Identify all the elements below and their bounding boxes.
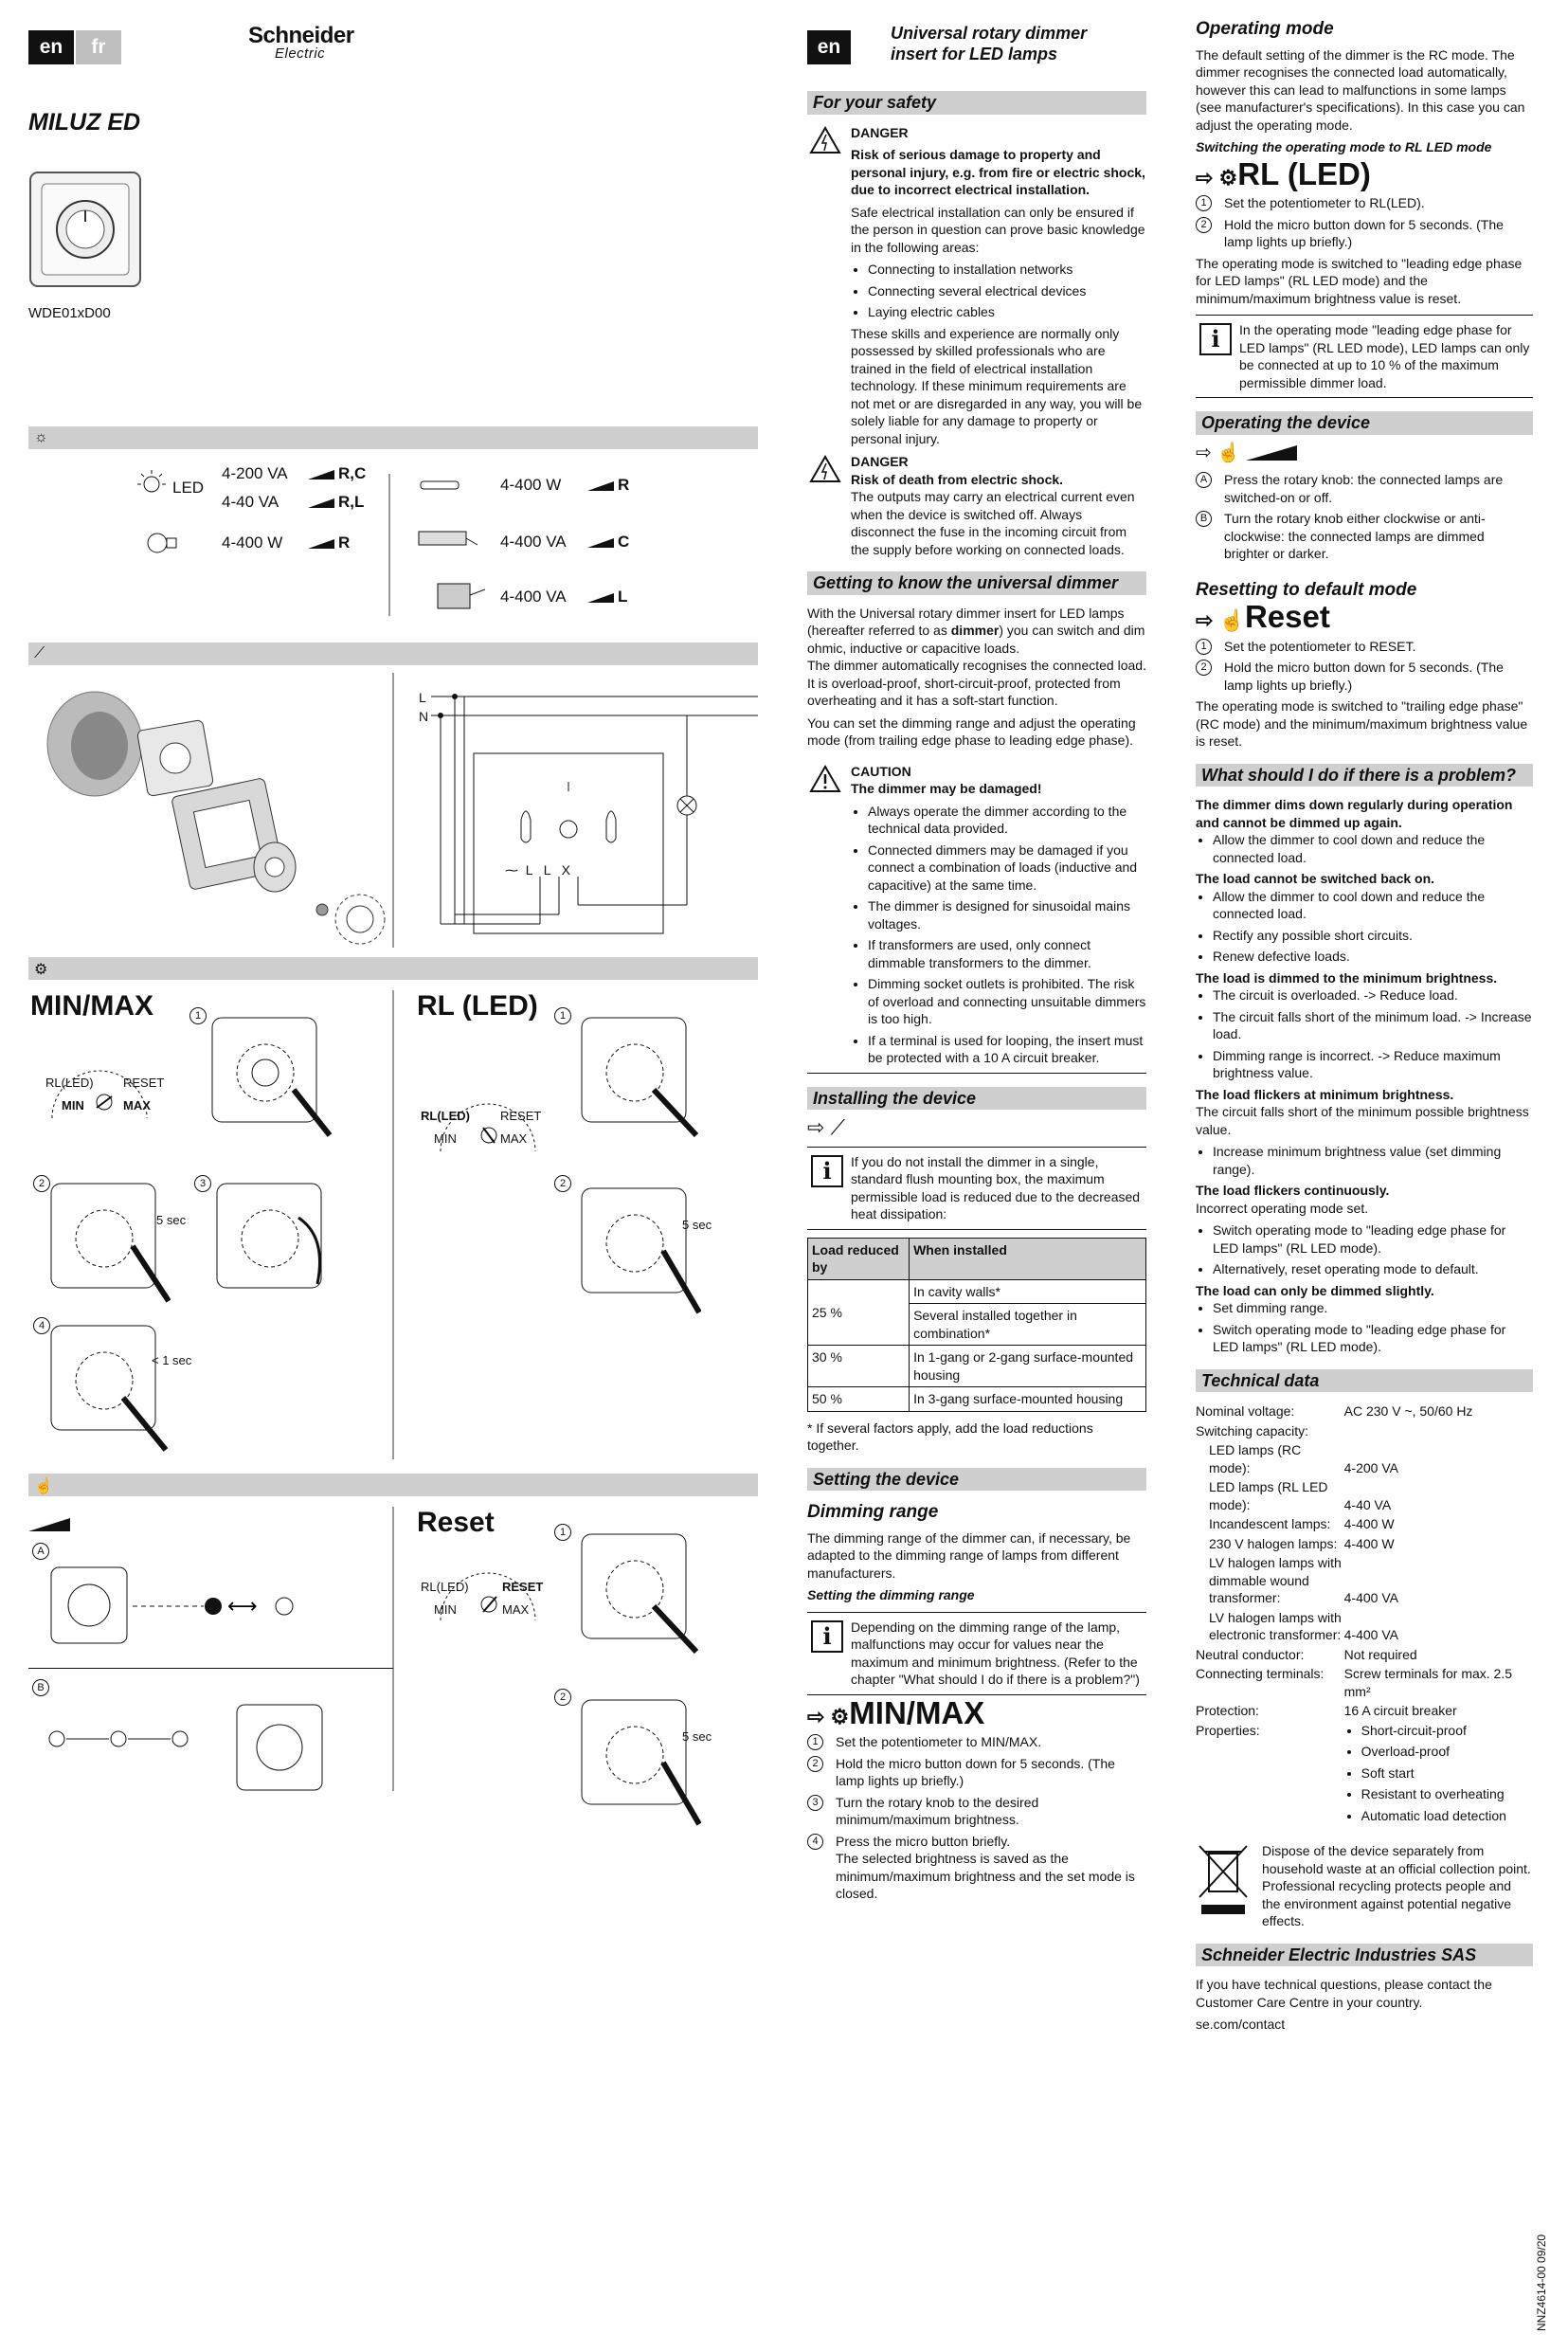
dimming-range-title: Dimming range (807, 1502, 939, 1522)
brand-logo: Schneider Electric (248, 23, 354, 62)
dimmer-product-image (28, 171, 142, 289)
hand-pointer-icon: ☝ (34, 1478, 53, 1494)
lamp-icon: ☼ (34, 429, 48, 445)
device-step1-minmax (208, 1014, 332, 1137)
problem-6-title: The load can only be dimmed slightly. (1196, 1282, 1434, 1298)
table-footnote: * If several factors apply, add the load reductions together. (807, 1420, 1093, 1453)
device-step1-rlled (578, 1014, 701, 1137)
five-sec-label-reset: 5 sec (682, 1729, 712, 1744)
warning-triangle-icon (809, 126, 841, 154)
device-step2-reset (578, 1696, 701, 1829)
led-lamp-icon (133, 470, 171, 503)
info-icon: i (811, 1620, 843, 1653)
problem-5-title: The load flickers continuously. (1196, 1183, 1390, 1198)
settings-section-bar (28, 957, 758, 980)
tech-data-table: Nominal voltage: AC 230 V ~, 50/60 Hz Switching capacity: LED lamps (RC mode): 4-200 VA LED lamps (RL LED mode): 4-40 VA Incandescent lamps: 4-400 W 230 V halogen lamps: 4-400 W LV halogen lamps with dimmable wound transformer: 4-400 VA LV halogen lamps with electronic transformer: 4-400 VA Neutral conductor: Not required Connecting terminals: Screw terminals for max. 2.5 mm² Protection: 16 A circuit breaker Properties: • Short-circuit-proof • Overload-proof • Soft start • Resistant to overheating • Automatic load detection (1196, 1402, 1533, 1829)
problem-header: What should I do if there is a problem? (1196, 764, 1533, 787)
led-rc-value: 4-200 VA (222, 464, 288, 482)
arrow-screwdriver-icon: ⇨ ⟋ (807, 1115, 845, 1139)
wire-l-label: L (419, 690, 426, 705)
minmax-mode-heading: ⇨ ⚙MIN/MAX (807, 1694, 985, 1730)
danger-block-1: DANGER Risk of serious damage to property and personal injury, e.g. from fire or electric shock, due to incorrect electrical installation. Safe electrical installation can only be ensured if the person in question can prove basic knowledge in the following areas: • Connecting to installation networks • Connecting several electrical devices • Laying electric cables These skills and experience are normally only possessed by skilled professionals who are trained in the field of electrical installation technology. If these minimum requirements are not met or are disregarded in any way, you will be solely liable for any damage to property or personal injury. (807, 124, 1146, 448)
load-reduction-table: Load reduced by When installed 25 % In cavity walls* Several installed together in combination* 30 % In 1-gang or 2-gang surface-mounted housing 50 % In 3-gang surface-mounted housing (807, 1238, 1146, 1412)
problem-1-title: The dimmer dims down regularly during operation and cannot be dimmed up again. (1196, 797, 1513, 830)
know-paragraph-2: You can set the dimming range and adjust the operating mode (from trailing edge phase to leading edge phase). (807, 715, 1136, 748)
incandescent-type: R (308, 534, 350, 552)
reset-steps: 1 Set the potentiometer to RESET. 2 Hold the micro button down for 5 seconds. (The lamp lights up briefly.) (1196, 638, 1533, 695)
one-sec-label: < 1 sec (152, 1353, 192, 1367)
product-name: MILUZ ED (28, 109, 141, 136)
mounting-section-bar (28, 642, 758, 665)
operate-header: Operating the device (1196, 411, 1533, 435)
incandescent-value: 4-400 W (222, 534, 283, 552)
info-icon: i (1199, 323, 1232, 355)
install-info: i If you do not install the dimmer in a single, standard flush mounting box, the maximum permissible load is reduced due to the decreased heat dissipation: (807, 1147, 1146, 1230)
wheelie-bin-crossed-icon (1196, 1842, 1253, 1918)
tech-header: Technical data (1196, 1369, 1533, 1393)
dial-minmax: RL(LED) RESET MIN MAX (28, 1066, 171, 1132)
step-a-marker: A (32, 1543, 49, 1560)
know-header: Getting to know the universal dimmer (807, 571, 1146, 595)
device-step2-minmax (47, 1180, 171, 1303)
wiring-diagram (431, 687, 758, 943)
problem-2-title: The load cannot be switched back on. (1196, 871, 1435, 886)
halogen-type: R (587, 476, 629, 495)
wire-n-label: N (419, 709, 429, 724)
svg-text:⟷: ⟷ (227, 1595, 258, 1619)
terminal-labels: ⁓ L L X (505, 862, 570, 877)
contact-text: If you have technical questions, please contact the Customer Care Centre in your country. (1196, 1977, 1492, 2010)
caution-block: CAUTION The dimmer may be damaged! • Always operate the dimmer according to the technical data provided. • Connected dimmers may be damaged if you connect a combination of loads (inductive and capacitive) at the same time. • The dimmer is designed for sinusoidal mains voltages. • If transformers are used, only connect dimmable transformers to the dimmer. • Dimming socket outlets is prohibited. The risk of overload and connecting unsuitable dimmers is too high. • If a terminal is used for looping, the insert must be protected with a 10 A circuit breaker. (807, 763, 1146, 1067)
step-3-marker: 3 (194, 1175, 211, 1192)
problem-4-title: The load flickers at minimum brightness. (1196, 1086, 1454, 1102)
five-sec-label-minmax: 5 sec (156, 1213, 187, 1227)
rl-steps: 1 Set the potentiometer to RL(LED). 2 Hold the micro button down for 5 seconds. (The lamp lights up briefly.) (1196, 194, 1533, 251)
incandescent-bulb-icon (140, 529, 188, 557)
rlled-fig-title: RL (LED) (417, 990, 538, 1022)
reset-mode-heading: ⇨ ☝Reset (1196, 599, 1330, 634)
led-rl-value: 4-40 VA (222, 493, 279, 511)
danger-block-2: DANGER Risk of death from electric shock. The outputs may carry an electrical current even when the device is switched off. Always disconnect the fuse in the incoming circuit from the supply before working on connected loads. (807, 453, 1146, 558)
disposal-block: Dispose of the device separately from household waste at an official collection point. Professional recycling protects people and the environment against potential negative effects. (1196, 1842, 1533, 1930)
column-middle (807, 21, 1146, 1907)
screwdriver-icon: ⟋ (34, 645, 45, 661)
led-rl-type: R,L (308, 493, 364, 512)
halogen-value: 4-400 W (500, 476, 562, 494)
install-header: Installing the device (807, 1087, 1146, 1111)
dimming-info: i Depending on the dimming range of the lamp, malfunctions may occur for values near the maximum and minimum brightness. (Refer to the chapter "What should I do if there is a problem?") (807, 1612, 1146, 1695)
wound-type: L (587, 588, 627, 606)
led-label: LED (172, 479, 205, 497)
minmax-fig-title: MIN/MAX (30, 990, 153, 1022)
operation-turn-illustration (38, 1701, 388, 1805)
dimming-range-text: The dimming range of the dimmer can, if necessary, be adapted to the dimming range of lamps from different manufacturers. (807, 1529, 1131, 1581)
info-icon: i (811, 1155, 843, 1187)
operate-steps: A Press the rotary knob: the connected lamps are switched-on or off. B Turn the rotary knob either clockwise or anti-clockwise: the connected lamps are dimmed brighter or darker. (1196, 471, 1533, 563)
reset-fig-title: Reset (417, 1507, 495, 1538)
rl-mode-heading: ⇨ ⚙RL (LED) (1196, 155, 1371, 191)
reset-step-2-marker: 2 (554, 1689, 571, 1706)
doc-code: NNZ4614-00 09/20 (1535, 2234, 1548, 2331)
rl-after-text: The operating mode is switched to "leading edge phase for LED lamps" (RL LED mode) and the minimum/maximum brightness value is reset. (1196, 255, 1523, 306)
lang-tab-fr[interactable]: fr (76, 30, 121, 64)
dimming-range-subtitle: Setting the dimming range (807, 1587, 975, 1602)
setting-header: Setting the device (807, 1468, 1146, 1492)
rl-step-1-marker: 1 (554, 1007, 571, 1024)
operation-section-bar (28, 1474, 758, 1496)
five-sec-label-rlled: 5 sec (682, 1218, 712, 1232)
reset-step-1-marker: 1 (554, 1524, 571, 1541)
dial-reset: RL(LED) RESET MIN MAX (417, 1568, 559, 1635)
electronic-transformer-icon (415, 526, 481, 554)
lang-badge: en (807, 30, 851, 64)
safety-header: For your safety (807, 91, 1146, 115)
opmode-subtitle: Switching the operating mode to RL LED mode (1196, 139, 1492, 154)
lang-tab-en[interactable]: en (28, 30, 74, 64)
opmode-text: The default setting of the dimmer is the RC mode. The dimmer recognises the connected load automatically, however this can lead to malfunctions in some lamps (see manufacturer's specifications). In this case you can adjust the operating mode. (1196, 46, 1525, 133)
device-step2-rlled (578, 1185, 701, 1317)
opmode-title: Operating mode (1196, 19, 1334, 39)
company-header: Schneider Electric Industries SAS (1196, 1944, 1533, 1967)
caution-triangle-icon (809, 765, 841, 793)
step-b-marker: B (32, 1679, 49, 1696)
step-2-marker: 2 (33, 1175, 50, 1192)
problem-3-title: The load is dimmed to the minimum brightness. (1196, 969, 1498, 986)
dial-rlled: RL(LED) RESET MIN MAX (417, 1099, 559, 1166)
column-right: Operating mode The default setting of the dimmer is the RC mode. The dimmer recognises the connected load automatically, however this can lead to malfunctions in some lamps (see manufacturer's specifications). In this case you can adjust the operating mode. Switching the operating mode to RL LED mode ⇨ ⚙RL (LED) 1 Set the potentiometer to RL(LED). 2 Hold the micro button down for 5 seconds. (The lamp lights up briefly.) The operating mode is switched to "leading edge phase for LED lamps" (RL LED mode) and the minimum/maximum brightness value is reset. i In the operating mode "leading edge phase for LED lamps" (RL LED mode), LED lamps can only be connected at up to 10 % of the maximum permissible dimmer load. Operating the device ⇨ ☝ A Press the rotary knob: the connected lamps are switched-on or off. B Turn the rotary knob either clockwise or anti-clockwise: the connected lamps are dimmed brighter or darker. Resetting to default mode ⇨ ☝Reset 1 Set the potentiometer to RESET. 2 Hold the micro button down for 5 seconds. (The lamp lights up briefly.) The operating mode is switched to "trailing edge phase" (RC mode) and the minimum/maximum brightness value is reset. What should I do if there is a problem? The dimmer dims down regularly during operation and cannot be dimmed up again. • Allow the dimmer to cool down and reduce the connected load. The load cannot be switched back on. • Allow the dimmer to cool down and reduce the connected load. • Rectify any possible short circuits. • Renew defective loads. The load is dimmed to the minimum brightness. • The circuit is overloaded. -> Reduce load. • The circuit falls short of the minimum load. -> Increase load. • Dimming range is incorrect. -> Reduce maximum brightness value. The load flickers at minimum brightness. The circuit falls short of the minimum possible brightness value. • Increase minimum brightness value (set dimming range). The load flickers continuously. Incorrect operating mode set. • Switch operating mode to "leading edge phase for LED lamps" (RL LED mode). • Alternatively, reset operating mode to default. The load can only be dimmed slightly. • Set dimming range. • Switch operating mode to "leading edge phase for LED lamps" (RL LED mode). Technical data Nominal voltage: AC 230 V ~, 50/60 Hz Switching capacity: LED lamps (RC mode): 4-200 VA LED lamps (RL LED mode): 4-40 VA Incandescent lamps: 4-400 W 230 V halogen lamps: 4-400 W LV halogen lamps with dimmable wound transformer: 4-400 VA LV halogen lamps with electronic transformer: 4-400 VA Neutral conductor: Not required Connecting terminals: Screw terminals for max. 2.5 mm² Protection: 16 A circuit breaker Properties: • Short-circuit-proof • Overload-proof • Soft start • Resistant to overheating • Automatic load detection Dispose of the device separately from household waste at an official collection point. Professional recycling protects people and the environment against potential negative effects. Schneider Electric Industries SAS If you have technical questions, please contact the Customer Care Centre in your country. se.com/contact (1196, 21, 1533, 2038)
electronic-value: 4-400 VA (500, 533, 567, 551)
know-paragraph-1: With the Universal rotary dimmer insert for LED lamps (hereafter referred to as dimmer) you can switch and dim ohmic, inductive or capacitive loads. The dimmer automatically recognises the connected load. It is overload-proof, short-circuit-proof, protected from overheating and it has a soft-start function. (807, 605, 1146, 708)
wound-transformer-icon (432, 576, 489, 614)
reset-title: Resetting to default mode (1196, 579, 1417, 600)
device-step4-minmax (47, 1322, 171, 1455)
rl-info: i In the operating mode "leading edge phase for LED lamps" (RL LED mode), LED lamps can only be connected at up to 10 % of the maximum permissible dimmer load. (1196, 315, 1533, 398)
device-step1-reset (578, 1530, 701, 1654)
gear-icon: ⚙ (34, 962, 48, 978)
warning-triangle-icon (809, 455, 841, 483)
contact-link[interactable]: se.com/contact (1196, 2017, 1286, 2032)
doc-title: Universal rotary dimmer insert for LED lamps (891, 24, 1088, 63)
step-4-marker: 4 (33, 1317, 50, 1334)
device-step3-minmax (213, 1180, 336, 1303)
step-1-marker: 1 (189, 1007, 207, 1024)
operation-press-illustration (47, 1564, 379, 1658)
electronic-type: C (587, 533, 629, 552)
wound-value: 4-400 VA (500, 588, 567, 606)
product-reference: WDE01xD00 (28, 305, 111, 321)
rl-step-2-marker: 2 (554, 1175, 571, 1192)
minmax-steps: 1 Set the potentiometer to MIN/MAX. 2 Hold the micro button down for 5 seconds. (The lamp lights up briefly.) 3 Turn the rotary knob to the desired minimum/maximum brightness. 4 Press the micro button briefly. The selected brightness is saved as the minimum/maximum brightness and the set mode is closed. (807, 1733, 1146, 1903)
halogen-lamp-icon (417, 476, 464, 495)
reset-after-text: The operating mode is switched to "trailing edge phase" (RC mode) and the minimum/maximum brightness value is reset. (1196, 698, 1528, 749)
loads-section-bar (28, 426, 758, 449)
mounting-illustration (28, 678, 398, 952)
dimming-ramp-icon (28, 1516, 74, 1533)
led-rc-type: R,C (308, 464, 366, 483)
arrow-hand-ramp-icon: ⇨ ☝ (1196, 444, 1533, 462)
